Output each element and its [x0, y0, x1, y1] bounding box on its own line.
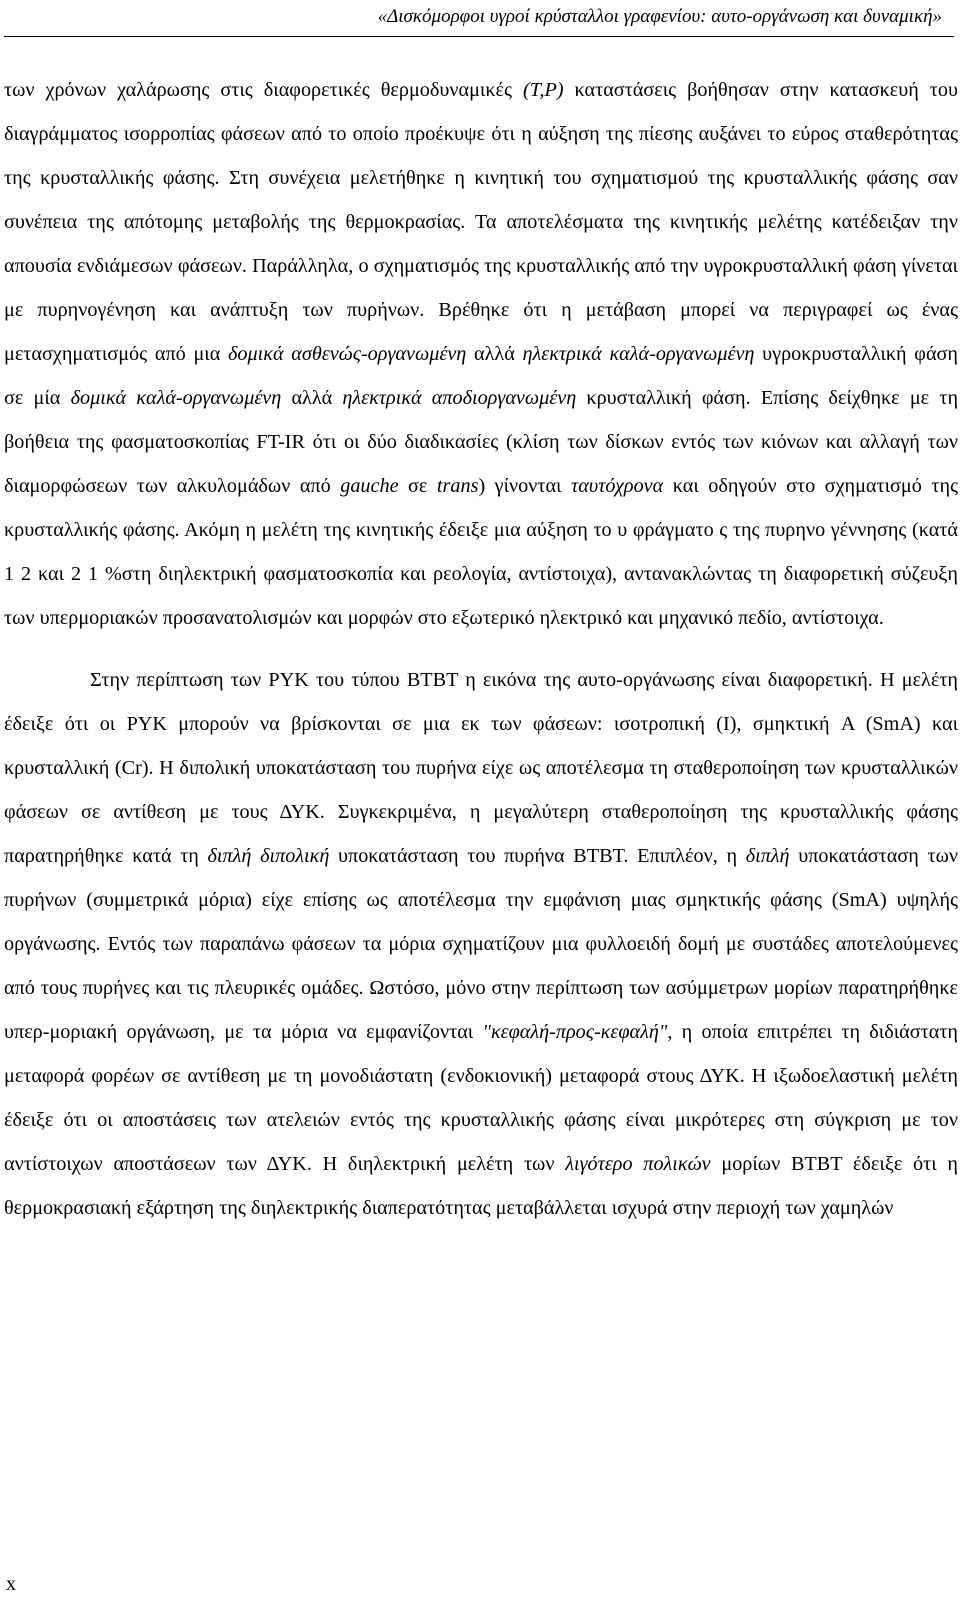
- italic-run: trans: [436, 475, 479, 497]
- text-run: καταστάσεις βοήθησαν στην κατασκευή του διαγράμματος ισορροπίας φάσεων από το οποίο προέκυψε ότι η αύξηση της πίεσης αυξάνει το εύρος σταθερότητας της κρυσταλλικής φάσης. Στη συνέχεια μελετήθηκε η κινητική του σχηματισμού της κρυσταλλικής φάσης σαν συνέπεια της απότομης μεταβολής της θερμοκρασίας. Τα αποτελέσματα της κινητικής μελέτης κατέδειξαν την απουσία ενδιάμεσων φάσεων. Παράλληλα, ο σχηματισμός της κρυσταλλικής από την υγροκρυσταλλική φάση γίνεται με πυρηνογένηση και ανάπτυξη των πυρήνων. Βρέθηκε ότι η μετάβαση μπορεί να περιγραφεί ως ένας μετασχηματισμός από μια: [4, 79, 958, 365]
- running-header: «Δισκόμορφοι υγροί κρύσταλλοι γραφενίου: αυτο-οργάνωση και δυναμική»: [377, 6, 942, 27]
- text-run: των χρόνων χαλάρωσης στις διαφορετικές θερμοδυναμικές: [4, 79, 523, 101]
- italic-run: gauche: [340, 475, 399, 497]
- italic-run: λιγότερο πολικών: [565, 1153, 711, 1175]
- italic-run: δομικά ασθενώς-οργανωμένη: [228, 343, 467, 365]
- text-run: υποκατάσταση του πυρήνα BTBT. Επιπλέον, η: [329, 845, 746, 867]
- text-run: αλλά: [281, 387, 343, 409]
- italic-run: ταυτόχρονα: [571, 475, 664, 497]
- italic-run: δομικά καλά-οργανωμένη: [70, 387, 282, 409]
- text-run: κρυσταλλική φάση. Επίσης δείχθηκε με τη βοήθεια της φασματοσκοπίας FT-IR ότι οι δύο διαδικασίες (κλίση των δίσκων εντός των κιόνων και αλλαγή των διαμορφώσεων των αλκυλομάδων από: [4, 387, 959, 497]
- text-run: Στην περίπτωση των ΡΥΚ του τύπου BTBT η εικόνα της αυτο-οργάνωσης είναι διαφορετική. Η μελέτη έδειξε ότι οι ΡΥΚ μπορούν να βρίσκονται σε μια εκ των φάσεων: ισοτροπική (I), σμηκτική A (SmA) και κρυσταλλική (Cr). Η διπολική υποκατάσταση του πυρήνα είχε ως αποτέλεσμα τη σταθεροποίηση των κρυσταλλικών φάσεων σε αντίθεση με τους ΔΥΚ. Συγκεκριμένα, η μεγαλύτερη σταθεροποίηση της κρυσταλλικής φάσης παρατηρήθηκε κατά τη: [4, 669, 958, 867]
- body-text: [4, 68, 958, 1230]
- text-run: ) γίνονται: [478, 475, 572, 497]
- text-run: αλλά: [466, 343, 523, 365]
- italic-run: (T,P): [522, 79, 564, 101]
- text-run: υγροκρυσταλλική φάση σε μία: [4, 343, 958, 409]
- page-number: x: [6, 1573, 16, 1595]
- text-run: , η οποία επιτρέπει τη διδιάστατη μεταφορά φορέων σε αντίθεση με τη μονοδιάστατη (ενδοκιονική) μεταφορά στους ΔΥΚ. Η ιξωδοελαστική μελέτη έδειξε ότι οι αποστάσεις των ατελειών εντός της κρυσταλλικής φάσης είναι μικρότερες στη σύγκριση με τον αντίστοιχων αποστάσεων των ΔΥΚ. Η διηλεκτρική μελέτη των: [4, 1021, 958, 1175]
- paragraph-1: [4, 68, 958, 640]
- italic-run: διπλή διπολική: [207, 845, 330, 867]
- text-run: υποκατάσταση των πυρήνων (συμμετρικά μόρια) είχε επίσης ως αποτέλεσμα την εμφάνιση μιας σμηκτικής φάσης (SmA) υψηλής οργάνωσης. Εντός των παραπάνω φάσεων τα μόρια σχηματίζουν μια φυλλοειδή δομή με συστάδες αποτελούμενες από τους πυρήνες και τις πλευρικές ομάδες. Ωστόσο, μόνο στην περίπτωση των ασύμμετρων μορίων παρατηρήθηκε υπερ-μοριακή οργάνωση, με τα μόρια να εμφανίζονται: [4, 845, 959, 1043]
- italic-run: "κεφαλή-προς-κεφαλή": [482, 1021, 668, 1043]
- italic-run: ηλεκτρικά καλά-οργανωμένη: [522, 343, 755, 365]
- header-rule: [4, 36, 954, 37]
- italic-run: διπλή: [745, 845, 790, 867]
- text-run: και οδηγούν στο σχηματισμό της κρυσταλλικής φάσης. Ακόμη η μελέτη της κινητικής έδειξε μια αύξηση το υ φράγματο ς της πυρηνο γέννησης (κατά 1 2 και 2 1 %στη διηλεκτρική φασματοσκοπία και ρεολογία, αντίστοιχα), αντανακλώντας τη διαφορετική σύζευξη των υπερμοριακών προσανατολισμών και μορφών στο εξωτερικό ηλεκτρικό και μηχανικό πεδίο, αντίστοιχα.: [4, 475, 959, 629]
- text-run: μορίων BTBT έδειξε ότι η θερμοκρασιακή εξάρτηση της διηλεκτρικής διαπερατότητας μεταβάλλεται ισχυρά στην περιοχή των χαμηλών: [4, 1153, 958, 1219]
- text-run: σε: [398, 475, 437, 497]
- paragraph-2: [4, 658, 958, 1230]
- italic-run: ηλεκτρικά αποδιοργανωμένη: [342, 387, 577, 409]
